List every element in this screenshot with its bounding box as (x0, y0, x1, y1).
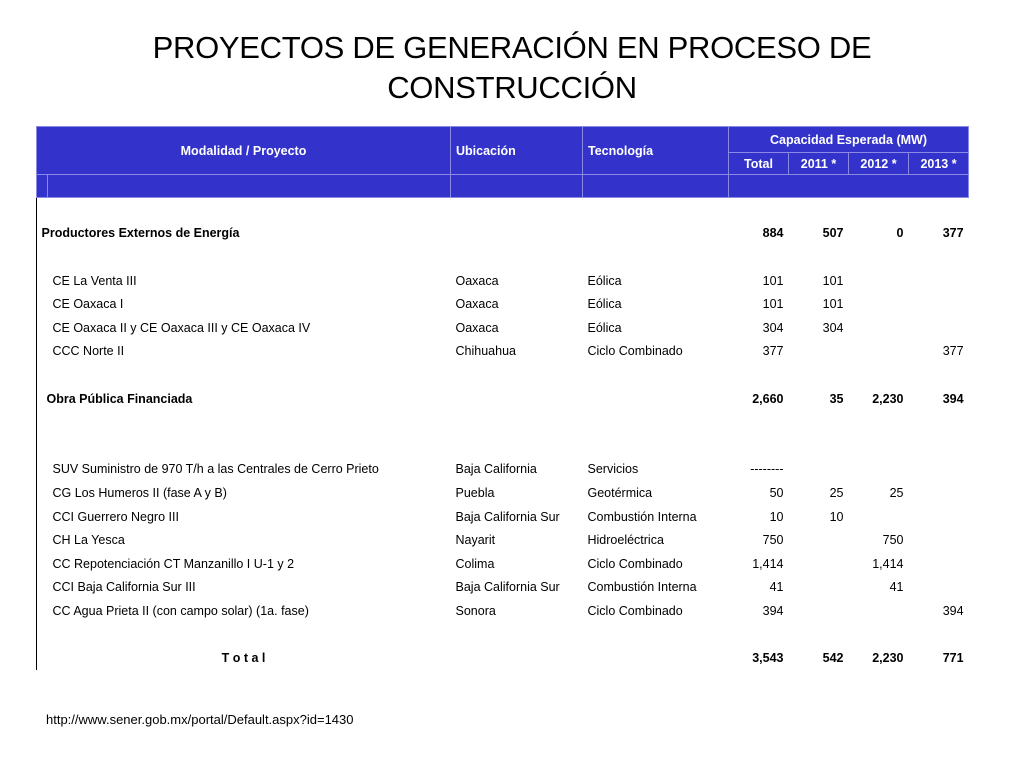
grand-total-2012: 2,230 (872, 651, 904, 666)
project-location: Oaxaca (455, 297, 499, 312)
total-row (37, 646, 969, 670)
project-total: 50 (769, 485, 784, 500)
project-2013 (909, 528, 969, 552)
project-2011 (789, 528, 849, 552)
project-total: -------- (750, 462, 784, 477)
title-line-1: PROYECTOS DE GENERACIÓN EN PROCESO DE (152, 30, 872, 65)
project-2013 (909, 458, 969, 482)
project-total: 750 (762, 533, 784, 548)
project-name: CCC Norte II (52, 344, 125, 359)
col-header-location: Ubicación (451, 127, 583, 175)
project-2013: 394 (942, 603, 964, 618)
project-total: 304 (762, 320, 784, 335)
col-header-2011: 2011 * (789, 153, 849, 175)
project-total: 101 (762, 297, 784, 312)
project-technology: Combustión Interna (587, 580, 697, 595)
table-row (37, 292, 969, 316)
table-header-blank-row (37, 175, 969, 198)
project-name: SUV Suministro de 970 T/h a las Centrales de Cerro Prieto (52, 462, 379, 477)
table-row (37, 552, 969, 576)
project-location: Baja California (455, 462, 537, 477)
col-header-2013: 2013 * (909, 153, 969, 175)
group-2012: 2,230 (872, 391, 904, 406)
table-row (37, 505, 969, 529)
project-location: Chihuahua (455, 344, 516, 359)
project-2012: 41 (889, 580, 904, 595)
col-header-project: Modalidad / Proyecto (37, 127, 451, 175)
project-2013 (909, 505, 969, 529)
group-2011: 35 (829, 391, 844, 406)
table-row (37, 481, 969, 505)
project-name: CC Repotenciación CT Manzanillo I U-1 y 2 (52, 556, 295, 571)
table-row (37, 316, 969, 340)
table-row (37, 340, 969, 364)
project-2011: 25 (829, 485, 844, 500)
project-technology: Ciclo Combinado (587, 556, 683, 571)
project-name: CCI Guerrero Negro III (52, 509, 179, 524)
project-name: CCI Baja California Sur III (52, 580, 196, 595)
title-line-2: CONSTRUCCIÓN (387, 70, 637, 105)
project-2012: 1,414 (872, 556, 904, 571)
group-row-obra-publica (37, 387, 969, 411)
col-header-2012: 2012 * (849, 153, 909, 175)
project-2012 (849, 599, 909, 623)
spacer-row (37, 198, 969, 222)
slide-title (0, 28, 1024, 108)
col-header-capacity: Capacidad Esperada (MW) (729, 127, 969, 153)
project-2011 (789, 458, 849, 482)
spacer-row (37, 434, 969, 458)
table-header-row (37, 127, 969, 153)
group-2011: 507 (822, 226, 844, 241)
project-2011 (789, 552, 849, 576)
spacer-row (37, 623, 969, 647)
project-technology: Eólica (587, 320, 622, 335)
project-total: 394 (762, 603, 784, 618)
table-row (37, 458, 969, 482)
projects-table (36, 126, 968, 670)
project-total: 10 (769, 509, 784, 524)
project-technology: Ciclo Combinado (587, 344, 683, 359)
total-label: T o t a l (221, 651, 266, 666)
project-technology: Servicios (587, 462, 639, 477)
project-location: Puebla (455, 485, 495, 500)
project-name: CC Agua Prieta II (con campo solar) (1a. fase) (52, 603, 309, 618)
project-name: CE Oaxaca II y CE Oaxaca III y CE Oaxaca IV (52, 320, 311, 335)
project-total: 1,414 (752, 556, 784, 571)
project-2012 (849, 269, 909, 293)
project-location: Baja California Sur (455, 580, 560, 595)
project-2013 (909, 552, 969, 576)
grand-total: 3,543 (752, 651, 784, 666)
project-2011: 101 (822, 273, 844, 288)
table-row (37, 528, 969, 552)
source-url: http://www.sener.gob.mx/portal/Default.aspx?id=1430 (46, 712, 354, 727)
project-2013: 377 (942, 344, 964, 359)
spacer-row (37, 410, 969, 434)
project-2011: 101 (822, 297, 844, 312)
project-name: CE Oaxaca I (52, 297, 124, 312)
group-2013: 377 (942, 226, 964, 241)
project-location: Baja California Sur (455, 509, 560, 524)
group-name: Obra Pública Financiada (46, 391, 193, 406)
project-technology: Eólica (587, 297, 622, 312)
project-technology: Geotérmica (587, 485, 653, 500)
col-header-total: Total (729, 153, 789, 175)
project-name: CG Los Humeros II (fase A y B) (52, 485, 227, 500)
project-2012 (849, 458, 909, 482)
grand-total-2013: 771 (942, 651, 964, 666)
group-2013: 394 (942, 391, 964, 406)
grand-total-2011: 542 (822, 651, 844, 666)
project-2011 (789, 340, 849, 364)
project-2013 (909, 316, 969, 340)
project-location: Colima (455, 556, 495, 571)
spacer-row (37, 245, 969, 269)
project-total: 41 (769, 580, 784, 595)
group-total: 2,660 (752, 391, 784, 406)
project-technology: Combustión Interna (587, 509, 697, 524)
group-row-productores (37, 222, 969, 246)
project-2012: 25 (889, 485, 904, 500)
project-2012: 750 (882, 533, 904, 548)
project-2013 (909, 576, 969, 600)
table-row (37, 576, 969, 600)
table-row (37, 269, 969, 293)
group-name: Productores Externos de Energía (41, 226, 240, 241)
project-technology: Hidroeléctrica (587, 533, 664, 548)
project-2011 (789, 599, 849, 623)
project-total: 101 (762, 273, 784, 288)
project-2011 (789, 576, 849, 600)
project-name: CH La Yesca (52, 533, 125, 548)
table-row (37, 599, 969, 623)
project-location: Sonora (455, 603, 496, 618)
project-2012 (849, 316, 909, 340)
project-technology: Eólica (587, 273, 622, 288)
project-total: 377 (762, 344, 784, 359)
spacer-row (37, 363, 969, 387)
project-2011: 10 (829, 509, 844, 524)
group-total: 884 (762, 226, 784, 241)
project-2013 (909, 269, 969, 293)
project-2012 (849, 505, 909, 529)
project-2012 (849, 292, 909, 316)
project-location: Nayarit (455, 533, 496, 548)
project-location: Oaxaca (455, 273, 499, 288)
group-2012: 0 (896, 226, 904, 241)
project-2012 (849, 340, 909, 364)
project-name: CE La Venta III (52, 273, 137, 288)
project-2013 (909, 481, 969, 505)
project-technology: Ciclo Combinado (587, 603, 683, 618)
col-header-technology: Tecnología (583, 127, 729, 175)
project-location: Oaxaca (455, 320, 499, 335)
project-2011: 304 (822, 320, 844, 335)
project-2013 (909, 292, 969, 316)
